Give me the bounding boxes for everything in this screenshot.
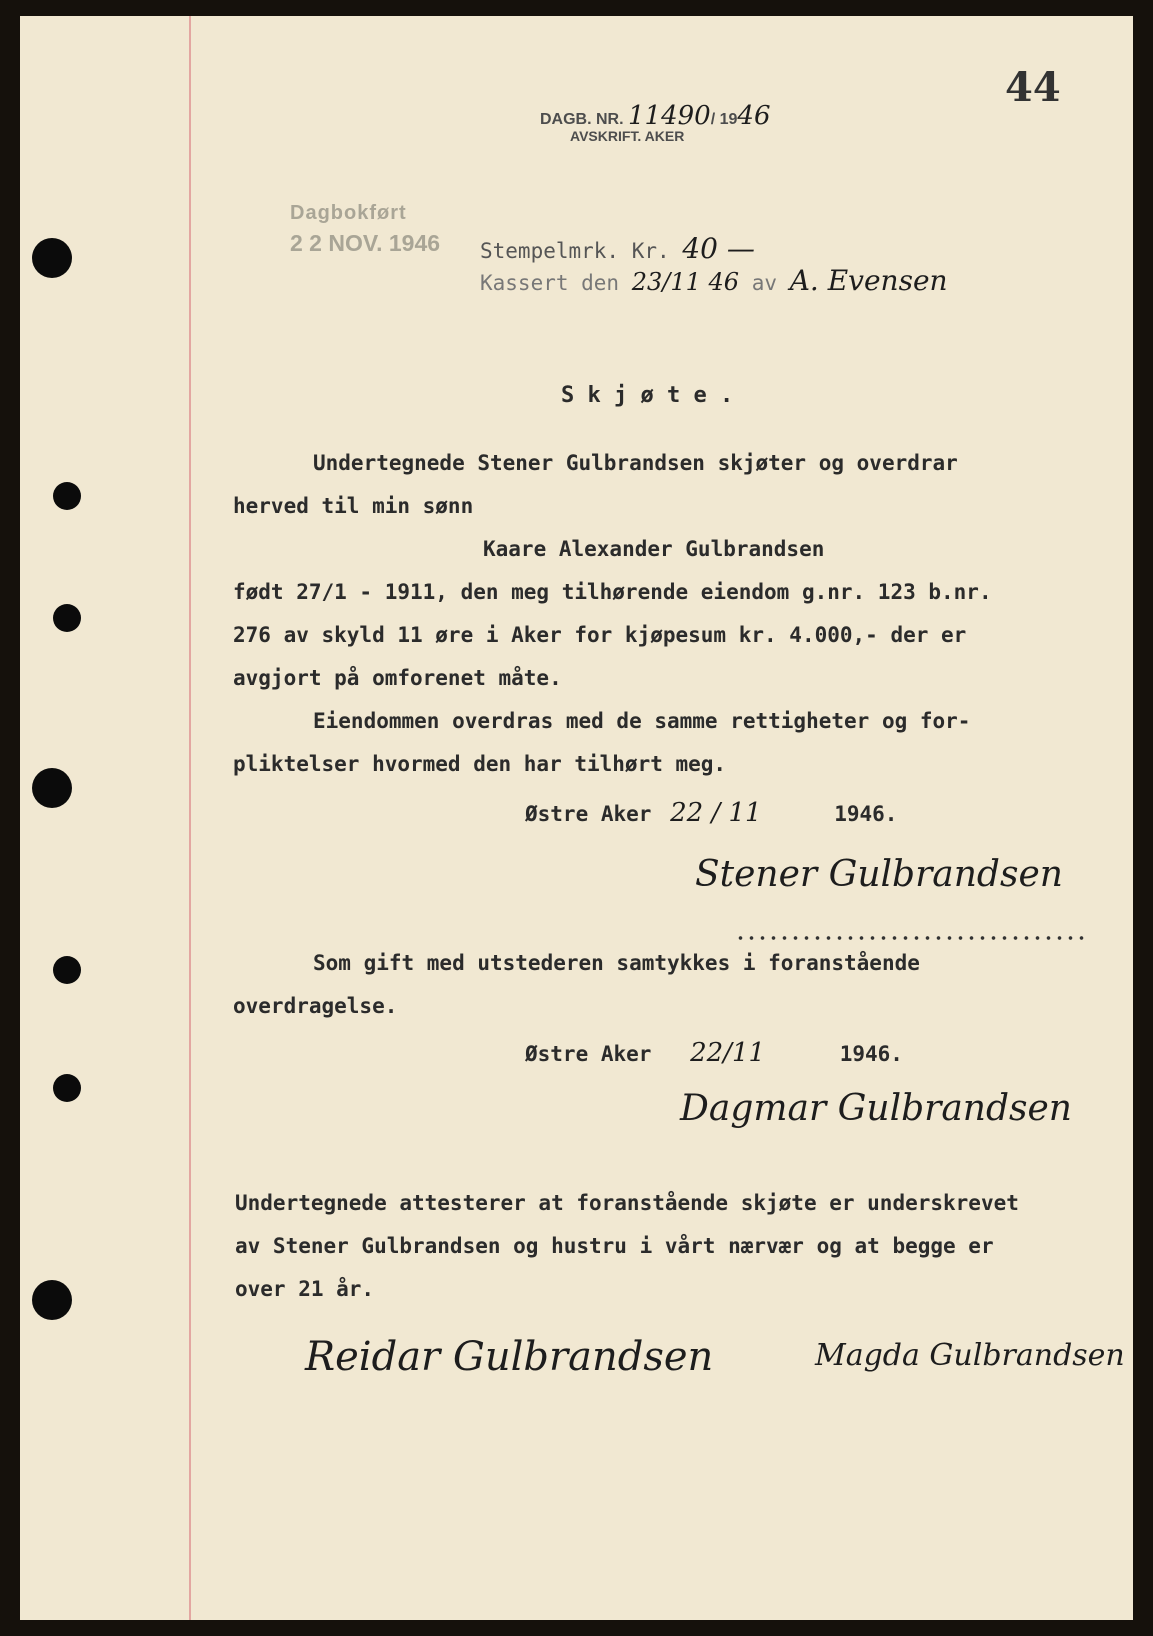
- binder-hole: [32, 238, 72, 278]
- body-line: herved til min sønn: [233, 494, 474, 518]
- body-line: 276 av skyld 11 øre i Aker for kjøpesum kr. 4.000,- der er: [233, 623, 967, 647]
- binder-hole: [53, 956, 81, 984]
- signature-dotted-line: [735, 935, 1085, 941]
- document-title: S k j ø t e .: [561, 383, 734, 408]
- binder-hole: [32, 768, 72, 808]
- signature-dagmar: Dagmar Gulbrandsen: [680, 1088, 1072, 1129]
- binder-hole: [32, 1280, 72, 1320]
- body-line: Eiendommen overdras med de samme rettigheter og for-: [313, 709, 971, 733]
- body-line: av Stener Gulbrandsen og hustru i vårt nærvær og at begge er: [235, 1234, 994, 1258]
- binder-hole: [53, 1074, 81, 1102]
- body-line: Undertegnede attesterer at foranstående skjøte er underskrevet: [235, 1191, 1019, 1215]
- body-line: overdragelse.: [233, 994, 398, 1018]
- place-date-line: [525, 1038, 903, 1068]
- kassert-line: [480, 264, 948, 297]
- dagb-year-prefix: / 19: [710, 111, 738, 128]
- dagb-number: 11490: [628, 101, 711, 131]
- handwritten-date: 22 / 11: [670, 798, 762, 828]
- handwritten-date: 22/11: [690, 1038, 766, 1068]
- place-date-line: [525, 798, 897, 828]
- dagb-year-suffix: 46: [737, 101, 771, 131]
- body-line: avgjort på omforenet måte.: [233, 666, 562, 690]
- year: 1946.: [834, 802, 898, 826]
- page-number: 44: [1005, 64, 1061, 111]
- binder-hole: [53, 604, 81, 632]
- kassert-label: Kassert den: [480, 271, 620, 295]
- binder-hole: [53, 482, 81, 510]
- body-line: pliktelser hvormed den har tilhørt meg.: [233, 752, 727, 776]
- kassert-signature: A. Evensen: [789, 264, 948, 297]
- year: 1946.: [839, 1042, 903, 1066]
- body-line: født 27/1 - 1911, den meg tilhørende eiendom g.nr. 123 b.nr.: [233, 580, 992, 604]
- dagbokfort-date: 2 2 NOV. 1946: [290, 230, 441, 256]
- body-line: Undertegnede Stener Gulbrandsen skjøter og overdrar: [313, 451, 958, 475]
- signature-reidar: Reidar Gulbrandsen: [305, 1334, 714, 1380]
- signature-stener: Stener Gulbrandsen: [695, 854, 1063, 895]
- dagbokfort-stamp: Dagbokført: [290, 202, 407, 224]
- body-line: Som gift med utstederen samtykkes i foranstående: [313, 951, 920, 975]
- body-line: Kaare Alexander Gulbrandsen: [483, 537, 825, 561]
- place: Østre Aker: [525, 802, 652, 826]
- stempel-line: [480, 232, 755, 265]
- kassert-date: 23/11 46: [631, 268, 740, 296]
- body-line: over 21 år.: [235, 1277, 375, 1301]
- stempel-label: Stempelmrk. Kr.: [480, 239, 670, 263]
- stempel-amount: 40 —: [682, 232, 755, 265]
- margin-line: [189, 16, 191, 1620]
- dagb-label: DAGB. NR.: [540, 111, 624, 128]
- avskrift-stamp: AVSKRIFT. AKER: [570, 128, 685, 144]
- kassert-suffix: av: [751, 271, 778, 295]
- dagb-stamp: [540, 101, 771, 131]
- place: Østre Aker: [525, 1042, 652, 1066]
- signature-magda: Magda Gulbrandsen: [815, 1338, 1125, 1373]
- document-page: [20, 16, 1133, 1620]
